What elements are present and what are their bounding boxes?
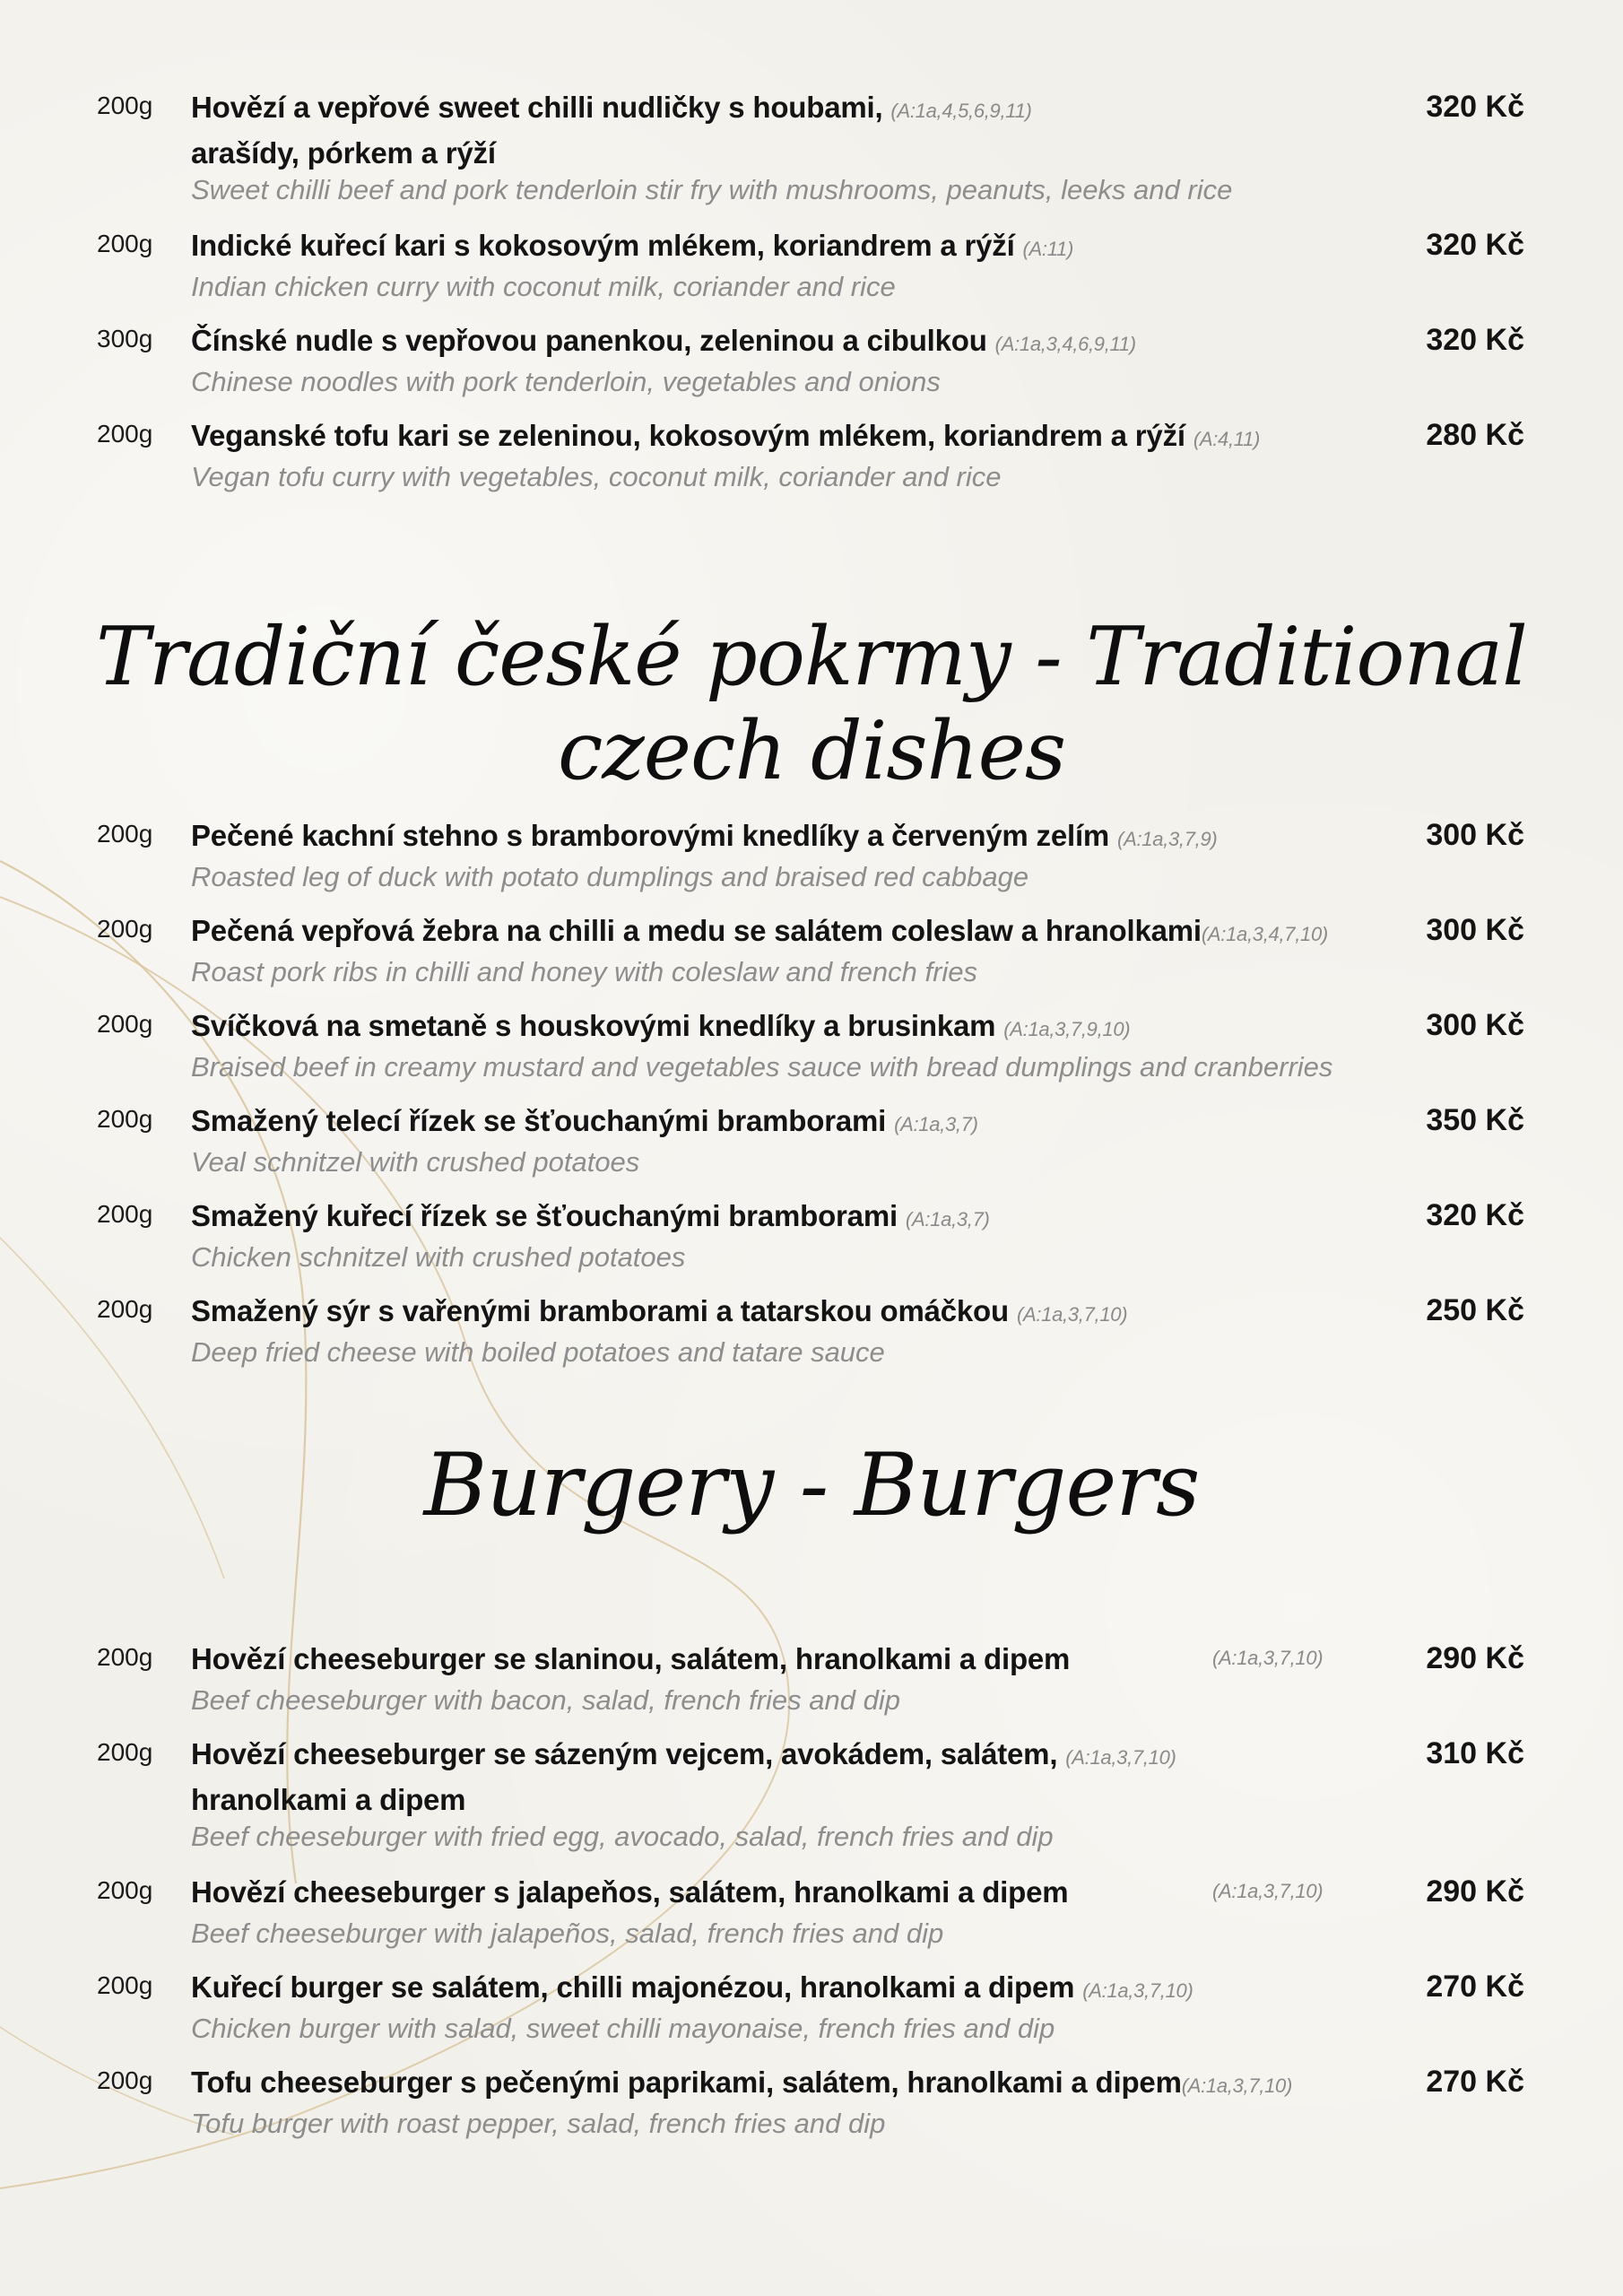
item-weight: 200g — [97, 1643, 153, 1671]
item-title-text: Hovězí a vepřové sweet chilli nudličky s houbami, — [191, 91, 883, 124]
item-allergens: (A:1a,3,4,7,10) — [1201, 923, 1328, 945]
item-allergens: (A:1a,3,7,10) — [1212, 1647, 1324, 1669]
item-allergens: (A:1a,3,7,10) — [1016, 1303, 1128, 1326]
item-weight: 200g — [97, 820, 153, 848]
item-title-text: Smažený telecí řízek se šťouchanými bramborami — [191, 1104, 887, 1137]
item-title — [191, 1004, 1384, 1050]
item-price: 320 Kč — [1426, 90, 1524, 124]
item-description: Vegan tofu curry with vegetables, coconut milk, coriander and rice — [191, 461, 1002, 492]
item-price: 270 Kč — [1426, 2065, 1524, 2099]
item-title — [191, 86, 1384, 174]
item-description: Beef cheeseburger with fried egg, avocado, salad, french fries and dip — [191, 1821, 1054, 1852]
item-description: Veal schnitzel with crushed potatoes — [191, 1146, 640, 1178]
item-description: Braised beef in creamy mustard and vegetables sauce with bread dumplings and cranberries — [191, 1051, 1333, 1083]
item-allergens: (A:1a,3,7,9,10) — [1003, 1018, 1131, 1040]
item-price: 300 Kč — [1426, 818, 1524, 852]
item-title — [191, 1100, 1384, 1145]
item-description: Chinese noodles with pork tenderloin, vegetables and onions — [191, 366, 941, 397]
item-price: 300 Kč — [1426, 1008, 1524, 1042]
item-title-line2: arašídy, pórkem a rýží — [191, 136, 496, 170]
item-weight: 200g — [97, 2066, 153, 2094]
item-title-text: Hovězí cheeseburger se sázeným vejcem, avokádem, salátem, — [191, 1737, 1058, 1770]
item-description: Roasted leg of duck with potato dumplings and braised red cabbage — [191, 861, 1029, 892]
item-price: 250 Kč — [1426, 1293, 1524, 1327]
item-description: Beef cheeseburger with bacon, salad, french fries and dip — [191, 1684, 900, 1716]
item-price: 320 Kč — [1426, 323, 1524, 357]
item-price: 320 Kč — [1426, 228, 1524, 262]
item-title — [191, 224, 1384, 270]
item-weight: 200g — [97, 420, 153, 448]
item-description: Sweet chilli beef and pork tenderloin stir fry with mushrooms, peanuts, leeks and rice — [191, 174, 1233, 205]
item-description: Beef cheeseburger with jalapeños, salad, french fries and dip — [191, 1918, 944, 1949]
item-price: 350 Kč — [1426, 1103, 1524, 1137]
item-title-text: Kuřecí burger se salátem, chilli majonézou, hranolkami a dipem — [191, 1970, 1075, 2004]
item-title-text: Pečená vepřová žebra na chilli a medu se salátem coleslaw a hranolkami — [191, 914, 1202, 947]
item-description: Deep fried cheese with boiled potatoes and tatare sauce — [191, 1336, 885, 1368]
item-allergens: (A:1a,3,7,10) — [1212, 1880, 1324, 1902]
item-title-text: Hovězí cheeseburger s jalapeňos, salátem, hranolkami a dipem — [191, 1875, 1069, 1909]
item-title-text: Pečené kachní stehno s bramborovými knedlíky a červeným zelím — [191, 819, 1110, 852]
item-title-text: Tofu cheeseburger s pečenými paprikami, salátem, hranolkami a dipem — [191, 2066, 1182, 2099]
item-title — [191, 1290, 1384, 1335]
item-title-line2: hranolkami a dipem — [191, 1783, 466, 1816]
section-heading: Burgery - Burgers — [423, 1435, 1200, 1535]
item-price: 310 Kč — [1426, 1736, 1524, 1770]
section-heading: Tradiční české pokrmy - Traditional czech dishes — [96, 610, 1527, 798]
item-title — [191, 1871, 1384, 1913]
item-title-text: Hovězí cheeseburger se slaninou, salátem, hranolkami a dipem — [191, 1642, 1071, 1675]
item-weight: 200g — [97, 1200, 153, 1228]
item-allergens: (A:1a,3,7,10) — [1082, 1979, 1193, 2002]
item-allergens: (A:1a,3,7) — [905, 1208, 990, 1231]
item-allergens: (A:1a,3,7,10) — [1181, 2074, 1293, 2097]
item-description: Indian chicken curry with coconut milk, coriander and rice — [191, 271, 896, 302]
item-title — [191, 1195, 1384, 1240]
item-weight: 300g — [97, 325, 153, 352]
item-allergens: (A:1a,3,4,6,9,11) — [994, 333, 1136, 355]
item-title — [191, 909, 1384, 955]
item-allergens: (A:1a,3,7) — [894, 1113, 978, 1135]
item-weight: 200g — [97, 1876, 153, 1904]
item-weight: 200g — [97, 230, 153, 257]
item-title-text: Smažený sýr s vařenými bramborami a tatarskou omáčkou — [191, 1294, 1009, 1327]
item-description: Chicken schnitzel with crushed potatoes — [191, 1241, 686, 1273]
item-title — [191, 1966, 1384, 2012]
item-title — [191, 1638, 1384, 1680]
item-description: Tofu burger with roast pepper, salad, french fries and dip — [191, 2108, 886, 2139]
item-title — [191, 2061, 1384, 2107]
item-title-text: Veganské tofu kari se zeleninou, kokosovým mlékem, koriandrem a rýží — [191, 419, 1185, 452]
item-title — [191, 414, 1384, 460]
item-allergens: (A:1a,3,7,9) — [1117, 828, 1218, 850]
item-weight: 200g — [97, 1971, 153, 1999]
item-price: 320 Kč — [1426, 1198, 1524, 1232]
item-weight: 200g — [97, 1295, 153, 1323]
item-weight: 200g — [97, 1105, 153, 1133]
item-price: 290 Kč — [1426, 1874, 1524, 1909]
item-title — [191, 814, 1384, 860]
item-price: 300 Kč — [1426, 913, 1524, 947]
item-title-text: Svíčková na smetaně s houskovými knedlíky a brusinkam — [191, 1009, 996, 1042]
item-weight: 200g — [97, 91, 153, 119]
item-title-text: Čínské nudle s vepřovou panenkou, zeleninou a cibulkou — [191, 324, 987, 357]
item-description: Roast pork ribs in chilli and honey with coleslaw and french fries — [191, 956, 978, 987]
item-price: 270 Kč — [1426, 1970, 1524, 2004]
item-allergens: (A:11) — [1022, 238, 1074, 260]
item-description: Chicken burger with salad, sweet chilli mayonaise, french fries and dip — [191, 2013, 1055, 2044]
item-weight: 200g — [97, 1738, 153, 1766]
item-weight: 200g — [97, 1010, 153, 1038]
item-weight: 200g — [97, 915, 153, 943]
item-price: 280 Kč — [1426, 418, 1524, 452]
item-allergens: (A:4,11) — [1193, 428, 1261, 450]
item-title-text: Smažený kuřecí řízek se šťouchanými bramborami — [191, 1199, 898, 1232]
item-title-text: Indické kuřecí kari s kokosovým mlékem, koriandrem a rýží — [191, 229, 1015, 262]
item-allergens: (A:1a,4,5,6,9,11) — [890, 100, 1032, 122]
item-allergens: (A:1a,3,7,10) — [1065, 1746, 1176, 1769]
item-title — [191, 319, 1384, 365]
item-title — [191, 1733, 1384, 1821]
item-price: 290 Kč — [1426, 1641, 1524, 1675]
